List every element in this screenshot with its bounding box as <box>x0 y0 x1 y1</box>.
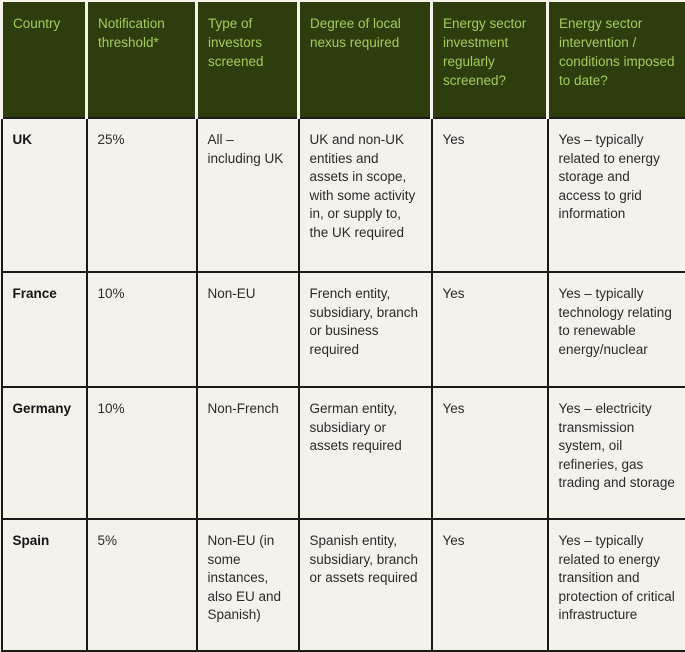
cell-germany-country: Germany <box>2 387 87 519</box>
header-cell-investors: Type of investors screened <box>197 1 299 118</box>
cell-germany-threshold: 10% <box>87 387 197 519</box>
cell-germany-intervention: Yes – electricity transmission system, oil refineries, gas trading and storage <box>548 387 685 519</box>
table-row-uk <box>2 118 685 272</box>
cell-uk-investors: All – including UK <box>197 118 299 272</box>
cell-spain-intervention: Yes – typically related to energy transition and protection of critical infrastructure <box>548 519 685 651</box>
cell-uk-screened: Yes <box>432 118 548 272</box>
cell-france-screened: Yes <box>432 272 548 387</box>
cell-spain-investors: Non-EU (in some instances, also EU and Spanish) <box>197 519 299 651</box>
cell-france-intervention: Yes – typically technology relating to renewable energy/nuclear <box>548 272 685 387</box>
cell-spain-screened: Yes <box>432 519 548 651</box>
cell-spain-threshold: 5% <box>87 519 197 651</box>
cell-france-nexus: French entity, subsidiary, branch or business required <box>299 272 432 387</box>
cell-spain-nexus: Spanish entity, subsidiary, branch or assets required <box>299 519 432 651</box>
cell-uk-country: UK <box>2 118 87 272</box>
header-cell-threshold: Notification threshold* <box>87 1 197 118</box>
header-cell-intervention: Energy sector intervention / conditions imposed to date? <box>548 1 685 118</box>
header-row <box>2 1 685 118</box>
header-cell-country: Country <box>2 1 87 118</box>
table-row-spain <box>2 519 685 651</box>
cell-germany-nexus: German entity, subsidiary or assets required <box>299 387 432 519</box>
cell-germany-screened: Yes <box>432 387 548 519</box>
cell-france-country: France <box>2 272 87 387</box>
cell-germany-investors: Non-French <box>197 387 299 519</box>
cell-france-investors: Non-EU <box>197 272 299 387</box>
cell-uk-threshold: 25% <box>87 118 197 272</box>
table-row-germany <box>2 387 685 519</box>
cell-uk-intervention: Yes – typically related to energy storage and access to grid information <box>548 118 685 272</box>
table-row-france <box>2 272 685 387</box>
cell-france-threshold: 10% <box>87 272 197 387</box>
header-cell-nexus: Degree of local nexus required <box>299 1 432 118</box>
cell-uk-nexus: UK and non-UK entities and assets in scope, with some activity in, or supply to, the UK required <box>299 118 432 272</box>
cell-spain-country: Spain <box>2 519 87 651</box>
header-cell-screened: Energy sector investment regularly screened? <box>432 1 548 118</box>
